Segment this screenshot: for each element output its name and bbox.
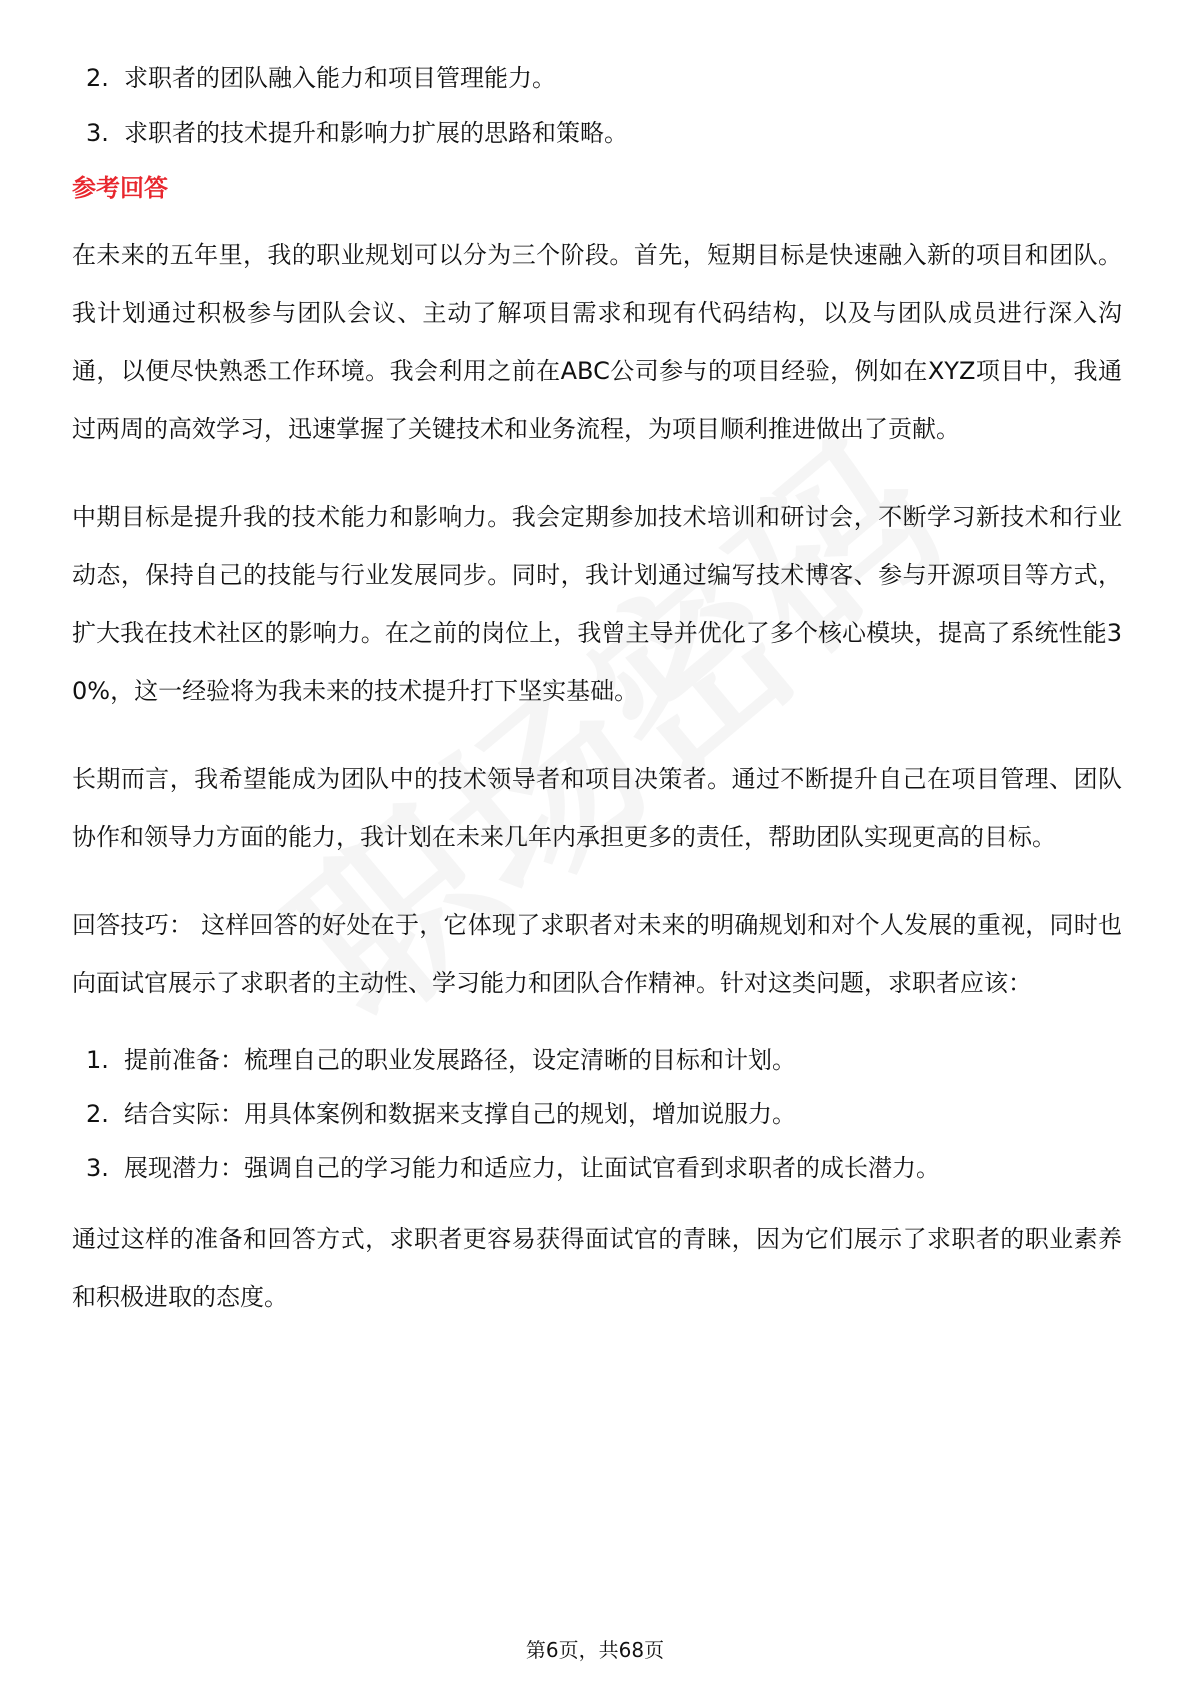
page-content bbox=[72, 60, 1122, 1356]
question-focus-list bbox=[72, 60, 1122, 151]
list-item-number: 3. bbox=[86, 1154, 109, 1182]
answer-paragraph-mid-term: 中期目标是提升我的技术能力和影响力。我会定期参加技术培训和研讨会，不断学习新技术和行业动态，保持自己的技能与行业发展同步。同时，我计划通过编写技术博客、参与开源项目等方式，扩大我在技术社区的影响力。在之前的岗位上，我曾主导并优化了多个核心模块，提高了系统性能30%，这一经验将为我未来的技术提升打下坚实基础。 bbox=[72, 503, 1122, 705]
list-item bbox=[72, 60, 1122, 96]
answer-paragraph-short-term: 在未来的五年里，我的职业规划可以分为三个阶段。首先，短期目标是快速融入新的项目和团队。我计划通过积极参与团队会议、主动了解项目需求和现有代码结构，以及与团队成员进行深入沟通，以便尽快熟悉工作环境。我会利用之前在ABC公司参与的项目经验，例如在XYZ项目中，我通过两周的高效学习，迅速掌握了关键技术和业务流程，为项目顺利推进做出了贡献。 bbox=[72, 241, 1122, 443]
list-item-text: 求职者的技术提升和影响力扩展的思路和策略。 bbox=[124, 119, 628, 147]
list-item-text: 展现潜力：强调自己的学习能力和适应力，让面试官看到求职者的成长潜力。 bbox=[124, 1154, 940, 1182]
page-number: 第6页，共68页 bbox=[525, 1638, 665, 1662]
list-item-number: 3. bbox=[86, 119, 109, 147]
answer-tips-paragraph: 回答技巧： 这样回答的好处在于，它体现了求职者对未来的明确规划和对个人发展的重视，同时也向面试官展示了求职者的主动性、学习能力和团队合作精神。针对这类问题，求职者应该： bbox=[72, 911, 1122, 997]
list-item-number: 2. bbox=[86, 1100, 109, 1128]
list-item-text: 结合实际：用具体案例和数据来支撑自己的规划，增加说服力。 bbox=[124, 1100, 796, 1128]
list-item-text: 求职者的团队融入能力和项目管理能力。 bbox=[124, 64, 556, 92]
answer-paragraph-long-term: 长期而言，我希望能成为团队中的技术领导者和项目决策者。通过不断提升自己在项目管理、团队协作和领导力方面的能力，我计划在未来几年内承担更多的责任，帮助团队实现更高的目标。 bbox=[72, 765, 1122, 851]
list-item bbox=[72, 115, 1122, 151]
list-item-number: 1. bbox=[86, 1046, 109, 1074]
tips-list bbox=[72, 1042, 1122, 1186]
list-item-text: 提前准备：梳理自己的职业发展路径，设定清晰的目标和计划。 bbox=[124, 1046, 796, 1074]
list-item bbox=[72, 1096, 1122, 1132]
closing-paragraph: 通过这样的准备和回答方式，求职者更容易获得面试官的青睐，因为它们展示了求职者的职业素养和积极进取的态度。 bbox=[72, 1225, 1122, 1311]
list-item-number: 2. bbox=[86, 64, 109, 92]
list-item bbox=[72, 1042, 1122, 1078]
list-item bbox=[72, 1150, 1122, 1186]
answer-heading: 参考回答 bbox=[72, 174, 168, 202]
